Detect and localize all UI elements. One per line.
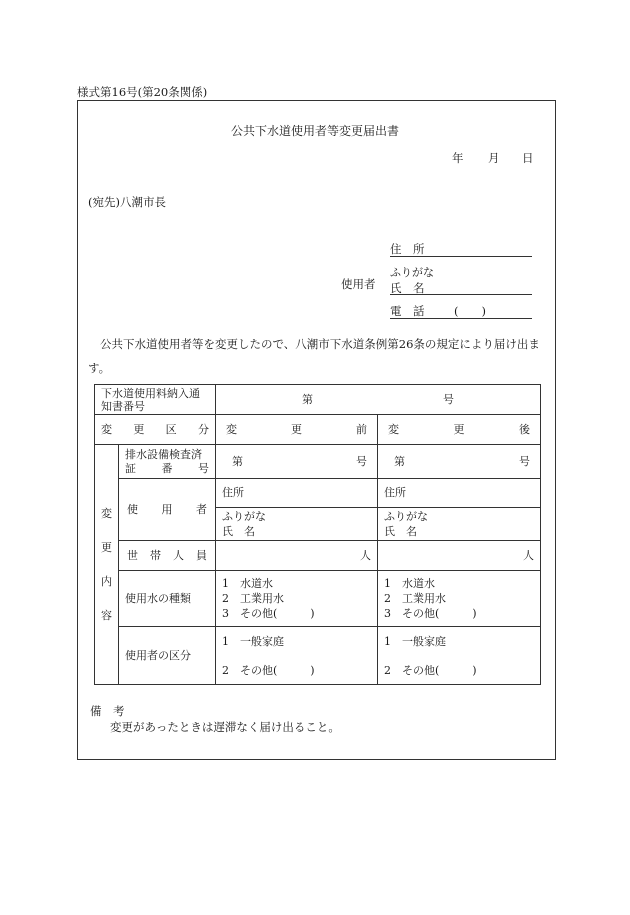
user-category-before-opt-2: 2 その他( ) <box>222 663 315 677</box>
change-table <box>94 384 541 685</box>
statement-text: 公共下水道使用者等を変更したので、八潮市下水道条例第26条の規定により届け出ます。 <box>88 337 540 375</box>
user-name-after: 氏 名 <box>384 525 417 538</box>
water-type-after-cell <box>378 571 541 627</box>
cat-ch-3: 区 <box>165 422 177 436</box>
household-after-unit: 人 <box>523 548 534 562</box>
user-furigana-before: ふりがな <box>222 510 266 523</box>
water-type-before-opt-2: 2 工業用水 <box>222 592 284 605</box>
cat-ch-2: 更 <box>133 422 145 436</box>
inspection-label-cell <box>119 445 216 479</box>
before-ch-3: 前 <box>356 422 367 436</box>
user-category-before-opt-1: 1 一般家庭 <box>222 634 284 648</box>
water-type-label-cell <box>119 571 216 627</box>
addressee: (宛先)八潮市長 <box>88 195 166 209</box>
household-label-cell <box>119 541 216 571</box>
content-ch-1: 変 <box>101 506 112 520</box>
inspection-before-go: 号 <box>356 454 367 468</box>
inspection-label-line1: 排水設備検査済 <box>125 447 202 461</box>
content-vertical-label <box>95 445 119 685</box>
date-month: 月 <box>488 151 500 165</box>
applicant-furigana-label: ふりがな <box>390 266 434 279</box>
user-category-after-opt-2: 2 その他( ) <box>384 663 477 677</box>
user-ch-3: 者 <box>196 502 207 516</box>
after-header-cell <box>378 415 541 445</box>
remarks-title: 備 考 <box>90 704 125 718</box>
water-type-after-opt-2: 2 工業用水 <box>384 592 446 605</box>
before-ch-1: 変 <box>226 422 237 436</box>
applicant-phone-line <box>390 318 532 319</box>
household-after-cell <box>378 541 541 571</box>
form-title: 公共下水道使用者等変更届出書 <box>230 124 399 138</box>
applicant-phone-parens: ( ) <box>454 304 486 318</box>
household-ch-4: 員 <box>196 548 207 562</box>
water-type-before-cell <box>216 571 378 627</box>
user-ch-1: 使 <box>127 502 138 516</box>
user-name-before: 氏 名 <box>222 525 255 538</box>
water-type-before-opt-3: 3 その他( ) <box>222 607 315 620</box>
bill-number-label-cell <box>95 385 216 415</box>
after-ch-1: 変 <box>388 422 399 436</box>
inspection-after-cell <box>378 445 541 479</box>
water-type-label: 使用水の種類 <box>125 591 191 605</box>
remarks-body: 変更があったときは遅滞なく届け出ること。 <box>110 720 340 734</box>
content-ch-3: 内 <box>101 574 112 588</box>
user-name-before-cell <box>216 508 378 541</box>
household-ch-3: 人 <box>173 548 184 562</box>
inspection-before-dai: 第 <box>232 454 243 468</box>
form-number: 様式第16号(第20条関係) <box>77 85 208 99</box>
content-ch-2: 更 <box>101 540 112 554</box>
user-category-after-cell <box>378 627 541 685</box>
user-category-label: 使用者の区分 <box>125 648 191 662</box>
insp-ch-3: 号 <box>198 461 209 475</box>
after-ch-2: 更 <box>453 422 465 436</box>
after-ch-3: 後 <box>519 422 530 436</box>
applicant-name-label: 氏 名 <box>390 281 425 295</box>
user-address-after-cell <box>378 479 541 508</box>
household-ch-1: 世 <box>127 548 138 562</box>
water-type-after-opt-3: 3 その他( ) <box>384 607 477 620</box>
cat-ch-1: 変 <box>101 422 112 436</box>
before-ch-2: 更 <box>291 422 302 436</box>
bill-number-label: 下水道使用料納入通知書番号 <box>101 386 200 413</box>
user-category-label-cell <box>119 627 216 685</box>
applicant-address-label: 住 所 <box>390 242 425 256</box>
user-ch-2: 用 <box>161 502 173 516</box>
applicant-label: 使用者 <box>341 277 376 291</box>
content-ch-4: 容 <box>101 608 112 622</box>
bill-number-go: 号 <box>443 392 454 406</box>
inspection-after-go: 号 <box>519 454 530 468</box>
water-type-after-opt-1: 1 水道水 <box>384 577 435 590</box>
user-category-before-cell <box>216 627 378 685</box>
applicant-phone-label: 電 話 <box>390 304 425 318</box>
household-before-unit: 人 <box>360 548 371 562</box>
user-name-after-cell <box>378 508 541 541</box>
inspection-after-dai: 第 <box>394 454 405 468</box>
applicant-address-line <box>390 256 532 257</box>
household-ch-2: 帯 <box>150 548 161 562</box>
change-category-cell <box>95 415 216 445</box>
water-type-before-opt-1: 1 水道水 <box>222 577 273 590</box>
inspection-before-cell <box>216 445 378 479</box>
household-before-cell <box>216 541 378 571</box>
user-address-before: 住所 <box>222 486 244 499</box>
insp-ch-2: 番 <box>161 461 173 475</box>
user-address-after: 住所 <box>384 486 406 499</box>
user-category-after-opt-1: 1 一般家庭 <box>384 634 446 648</box>
user-furigana-after: ふりがな <box>384 510 428 523</box>
user-label-cell <box>119 479 216 541</box>
applicant-name-line <box>390 294 532 295</box>
date-year: 年 <box>452 151 464 165</box>
before-header-cell <box>216 415 378 445</box>
bill-number-value-cell <box>216 385 541 415</box>
date-day: 日 <box>522 151 534 165</box>
insp-ch-1: 証 <box>125 461 136 475</box>
bill-number-dai: 第 <box>302 392 313 406</box>
cat-ch-4: 分 <box>197 422 209 436</box>
statement <box>88 332 546 380</box>
user-address-before-cell <box>216 479 378 508</box>
